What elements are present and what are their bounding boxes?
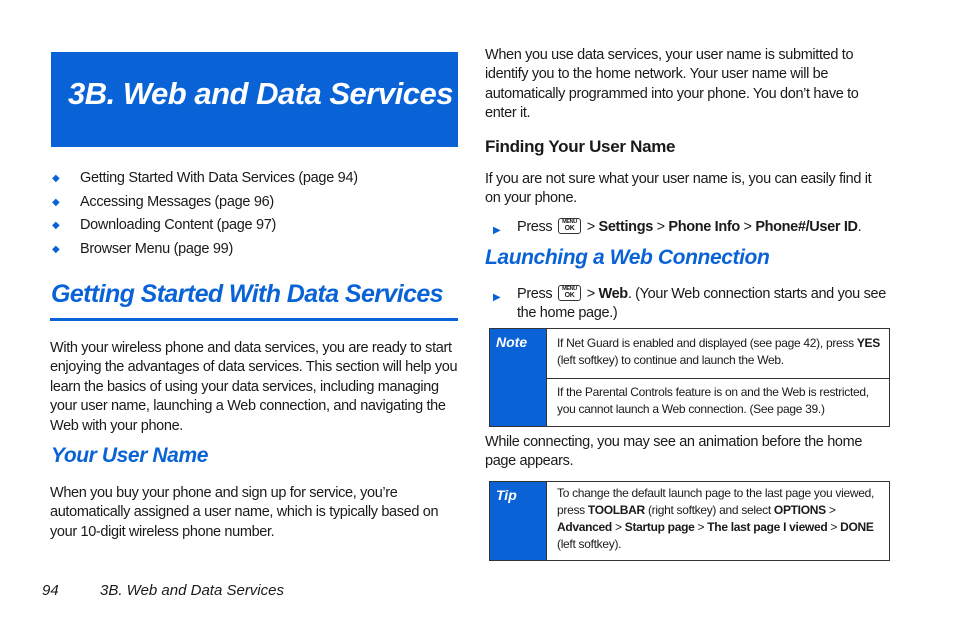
page-number: 94 <box>42 582 59 599</box>
diamond-bullet-icon: ◆ <box>52 220 60 232</box>
instruction-step-text: Press MENU OK > Web. (Your Web connection starts and you see the home page.) <box>517 286 886 321</box>
diamond-bullet-icon: ◆ <box>52 173 60 184</box>
data-services-user-name-paragraph: When you use data services, your user name is submitted to identify you to the home network. Your user name will be automatically programmed into your phone. You don’t have to enter it. <box>485 47 859 122</box>
instruction-step-text: Press MENU OK > Settings > Phone Info > Phone#/User ID. <box>517 219 862 235</box>
finding-user-name-paragraph: If you are not sure what your user name is, you can easily find it on your phone. <box>485 171 872 207</box>
contents-item-text: Getting Started With Data Services (page 94) <box>80 170 358 186</box>
contents-item <box>51 192 451 216</box>
right-triangle-icon: ▶ <box>493 225 501 236</box>
instruction-step <box>493 218 893 238</box>
tip-label-column <box>490 482 547 560</box>
tip-text: To change the default launch page to the last page you viewed, press TOOLBAR (right softkey) and select OPTIONS > Advanced > Startup page > The last page I viewed > DONE (left softkey). <box>557 486 874 551</box>
menu-ok-key-icon: MENU OK <box>558 285 581 301</box>
diamond-bullet-icon: ◆ <box>52 196 60 208</box>
note-text-parental-controls: If the Parental Controls feature is on and the Web is restricted, you cannot launch a Web connection. (See page 39.) <box>557 385 869 416</box>
subsection-heading-your-user-name: Your User Name <box>51 444 209 467</box>
note-divider <box>547 378 889 379</box>
footer-chapter-title: 3B. Web and Data Services <box>100 582 284 599</box>
tip-label: Tip <box>496 487 517 503</box>
menu-phone-user-id: Phone#/User ID <box>755 219 858 235</box>
contents-item <box>51 168 451 192</box>
user-name-paragraph: When you buy your phone and sign up for service, you’re automatically assigned a user name, which is typically based on your 10-digit wireless phone number. <box>50 485 439 540</box>
note-callout <box>489 328 890 427</box>
diamond-bullet-icon: ◆ <box>52 244 60 256</box>
note-text-net-guard: If Net Guard is enabled and displayed (see page 42), press YES (left softkey) to continue and launch the Web. <box>557 336 880 367</box>
contents-item-text: Browser Menu (page 99) <box>80 241 233 258</box>
section-heading-rule <box>50 318 458 321</box>
menu-web: Web <box>598 286 628 302</box>
instruction-step <box>493 285 893 325</box>
note-label: Note <box>496 334 528 350</box>
contents-item <box>51 239 451 263</box>
chapter-title-banner <box>51 52 458 147</box>
subsection-heading-launching-web: Launching a Web Connection <box>485 246 770 269</box>
note-label-column <box>490 329 547 426</box>
menu-ok-key-icon: MENU OK <box>558 218 581 234</box>
section-contents-list <box>51 168 451 263</box>
intro-paragraph: With your wireless phone and data services, you are ready to start enjoying the advantages of data services. This section will help you learn the basics of using your data services, including managing your user name, launching a Web connection, and navigating the Web with your phone. <box>50 340 458 434</box>
right-triangle-icon: ▶ <box>493 292 501 303</box>
subheading-finding-user-name: Finding Your User Name <box>485 137 676 156</box>
contents-item-text: Downloading Content (page 97) <box>80 217 277 234</box>
tip-callout <box>489 481 890 561</box>
section-heading: Getting Started With Data Services <box>51 280 443 308</box>
menu-settings: Settings <box>598 219 653 235</box>
contents-item-text: Accessing Messages (page 96) <box>80 193 274 210</box>
contents-item <box>51 215 451 239</box>
connecting-paragraph: While connecting, you may see an animation before the home page appears. <box>485 434 863 470</box>
menu-phone-info: Phone Info <box>668 219 740 235</box>
chapter-title: 3B. Web and Data Services <box>68 76 453 111</box>
